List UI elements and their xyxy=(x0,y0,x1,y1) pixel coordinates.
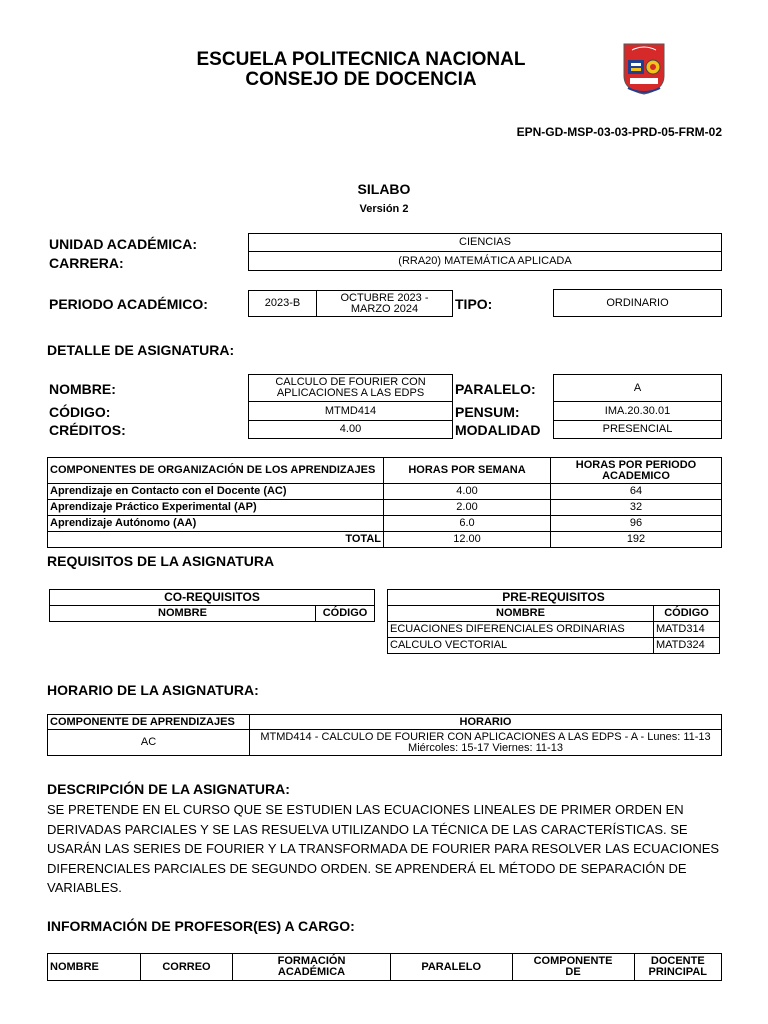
modalidad-value: PRESENCIAL xyxy=(553,421,722,439)
corequisitos-table xyxy=(49,589,375,622)
horario-col-componente: COMPONENTE DE APRENDIZAJES xyxy=(48,715,250,730)
table-row xyxy=(388,638,720,654)
council-name: CONSEJO DE DOCENCIA xyxy=(245,69,477,90)
pre-codigo: MATD314 xyxy=(654,622,720,638)
prerequisitos-title: PRE-REQUISITOS xyxy=(388,590,720,606)
prerequisitos-table xyxy=(387,589,720,654)
horas-row-name: Aprendizaje en Contacto con el Docente (AC) xyxy=(48,484,384,500)
horario-componente: AC xyxy=(48,730,250,756)
table-row xyxy=(48,730,722,756)
horas-total-label: TOTAL xyxy=(48,532,384,548)
detalle-heading: DETALLE DE ASIGNATURA: xyxy=(47,342,235,358)
epn-logo-icon xyxy=(622,42,666,96)
paralelo-value: A xyxy=(553,374,722,402)
horas-header-componentes: COMPONENTES DE ORGANIZACIÓN DE LOS APRENDIZAJES xyxy=(48,458,384,484)
pre-nombre: CALCULO VECTORIAL xyxy=(388,638,654,654)
horas-header-periodo: HORAS POR PERIODO ACADEMICO xyxy=(551,458,722,484)
periodo-label: PERIODO ACADÉMICO: xyxy=(49,296,208,312)
prof-header-docente: DOCENTE PRINCIPAL xyxy=(634,954,721,981)
table-row xyxy=(48,516,722,532)
co-codigo-header: CÓDIGO xyxy=(316,606,375,622)
institution-name: ESCUELA POLITECNICA NACIONAL xyxy=(196,49,526,70)
nombre-value: CALCULO DE FOURIER CON APLICACIONES A LAS EDPS xyxy=(248,374,453,402)
profesores-table xyxy=(47,953,722,981)
horas-row-periodo: 96 xyxy=(551,516,722,532)
table-row xyxy=(388,622,720,638)
pre-nombre-header: NOMBRE xyxy=(388,606,654,622)
nombre-label: NOMBRE: xyxy=(49,381,116,397)
paralelo-label: PARALELO: xyxy=(455,381,536,397)
tipo-value: ORDINARIO xyxy=(553,289,722,317)
co-nombre-header: NOMBRE xyxy=(50,606,316,622)
requisitos-heading: REQUISITOS DE LA ASIGNATURA xyxy=(47,553,275,569)
prof-header-nombre: NOMBRE xyxy=(48,954,141,981)
horas-row-name: Aprendizaje Práctico Experimental (AP) xyxy=(48,500,384,516)
carrera-label: CARRERA: xyxy=(49,255,124,271)
prof-header-paralelo: PARALELO xyxy=(390,954,512,981)
horas-total-periodo: 192 xyxy=(551,532,722,548)
unidad-label: UNIDAD ACADÉMICA: xyxy=(49,236,198,252)
document-version: Versión 2 xyxy=(359,203,409,215)
creditos-label: CRÉDITOS: xyxy=(49,422,126,438)
horas-table xyxy=(47,457,722,548)
document-title: SILABO xyxy=(357,181,411,197)
tipo-label: TIPO: xyxy=(455,296,493,312)
codigo-label: CÓDIGO: xyxy=(49,404,111,420)
pre-codigo: MATD324 xyxy=(654,638,720,654)
document-code: EPN-GD-MSP-03-03-PRD-05-FRM-02 xyxy=(516,125,722,139)
horario-heading: HORARIO DE LA ASIGNATURA: xyxy=(47,682,259,698)
horas-header-semana: HORAS POR SEMANA xyxy=(384,458,551,484)
periodo-range: OCTUBRE 2023 - MARZO 2024 xyxy=(316,290,453,317)
unidad-value: CIENCIAS xyxy=(248,233,722,252)
horas-total-semana: 12.00 xyxy=(384,532,551,548)
corequisitos-title: CO-REQUISITOS xyxy=(50,590,375,606)
horas-row-semana: 4.00 xyxy=(384,484,551,500)
profesores-heading: INFORMACIÓN DE PROFESOR(ES) A CARGO: xyxy=(47,918,355,934)
pensum-value: IMA.20.30.01 xyxy=(553,402,722,421)
prof-header-correo: CORREO xyxy=(140,954,233,981)
descripcion-heading: DESCRIPCIÓN DE LA ASIGNATURA: xyxy=(47,781,290,797)
periodo-code: 2023-B xyxy=(248,290,317,317)
horario-table xyxy=(47,714,722,756)
horas-row-periodo: 32 xyxy=(551,500,722,516)
modalidad-label: MODALIDAD xyxy=(455,422,541,438)
horas-row-periodo: 64 xyxy=(551,484,722,500)
codigo-value: MTMD414 xyxy=(248,402,453,421)
carrera-value: (RRA20) MATEMÁTICA APLICADA xyxy=(248,252,722,271)
table-row xyxy=(48,484,722,500)
descripcion-text: SE PRETENDE EN EL CURSO QUE SE ESTUDIEN LAS ECUACIONES LINEALES DE PRIMER ORDEN EN DERIVADAS PARCIALES Y SE LAS RESUELVA UTILIZANDO LA TÉCNICA DE LAS CARACTERÍSTICAS. SE USARÁN LAS SERIES DE FOURIER Y LA TRANSFORMADA DE FOURIER PARA RESOLVER LAS ECUACIONES DIFERENCIALES PARCIALES DE SEGUNDO ORDEN. SE APRENDERÁ EL MÉTODO DE SEPARACIÓN DE VARIABLES. xyxy=(47,802,720,895)
horas-row-name: Aprendizaje Autónomo (AA) xyxy=(48,516,384,532)
pre-codigo-header: CÓDIGO xyxy=(654,606,720,622)
pre-nombre: ECUACIONES DIFERENCIALES ORDINARIAS xyxy=(388,622,654,638)
prof-header-formacion: FORMACIÓN ACADÉMICA xyxy=(233,954,391,981)
horario-col-horario: HORARIO xyxy=(250,715,722,730)
creditos-value: 4.00 xyxy=(248,421,453,439)
horario-texto: MTMD414 - CALCULO DE FOURIER CON APLICACIONES A LAS EDPS - A - Lunes: 11-13 Miércoles: 15-17 Viernes: 11-13 xyxy=(250,730,722,756)
prof-header-componente: COMPONENTE DE xyxy=(512,954,634,981)
horas-row-semana: 2.00 xyxy=(384,500,551,516)
table-row xyxy=(48,500,722,516)
table-row-total xyxy=(48,532,722,548)
pensum-label: PENSUM: xyxy=(455,404,520,420)
horas-row-semana: 6.0 xyxy=(384,516,551,532)
